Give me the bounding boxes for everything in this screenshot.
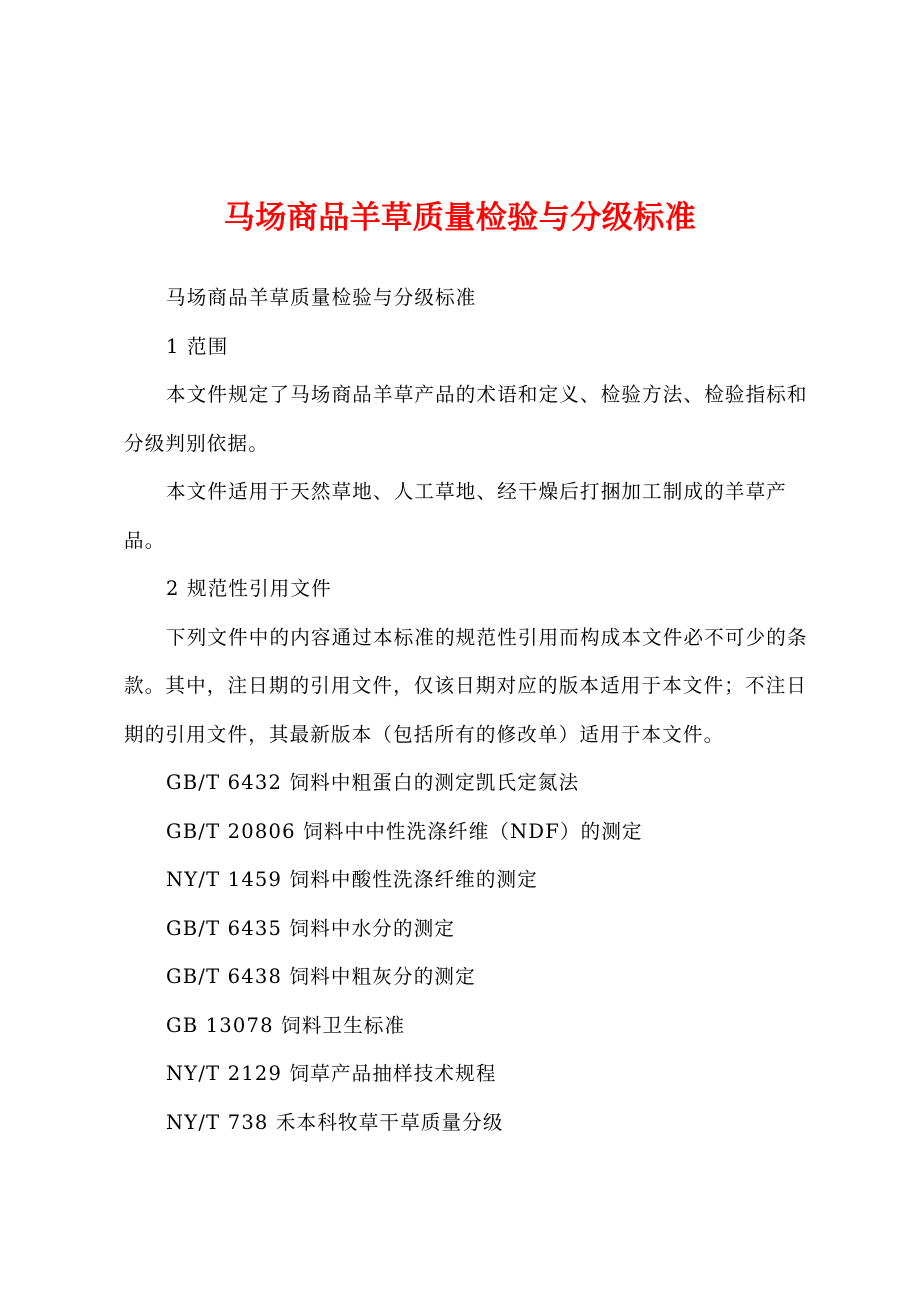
document-title: 马场商品羊草质量检验与分级标准: [223, 200, 697, 236]
reference-item: GB/T 6432 饲料中粗蛋白的测定凯氏定氮法: [166, 771, 580, 794]
section-1-paragraph: 本文件适用于天然草地、人工草地、经干燥后打捆加工制成的羊草产品。: [124, 480, 788, 552]
reference-list: [124, 759, 814, 1147]
section-2-heading: 2 规范性引用文件: [166, 577, 332, 600]
document-subtitle: 马场商品羊草质量检验与分级标准: [166, 286, 477, 309]
reference-item: GB/T 6435 饲料中水分的测定: [166, 916, 456, 940]
reference-item: NY/T 1459 饲料中酸性洗涤纤维的测定: [166, 868, 538, 891]
reference-item: NY/T 738 禾本科牧草干草质量分级: [166, 1110, 504, 1134]
section-1-paragraph: 本文件规定了马场商品羊草产品的术语和定义、检验方法、检验指标和分级判别依据。: [124, 383, 808, 455]
section-2-intro: 下列文件中的内容通过本标准的规范性引用而构成本文件必不可少的条款。其中，注日期的引用文件，仅该日期对应的版本适用于本文件；不注日期的引用文件，其最新版本（包括所有的修改单）适用于本文件。: [124, 625, 808, 746]
section-1-heading: 1 范围: [166, 334, 229, 358]
reference-item: NY/T 2129 饲草产品抽样技术规程: [166, 1062, 497, 1085]
reference-item: GB/T 6438 饲料中粗灰分的测定: [166, 965, 476, 988]
reference-item: GB 13078 饲料卫生标准: [166, 1013, 406, 1037]
reference-item: GB/T 20806 饲料中中性洗涤纤维（NDF）的测定: [166, 819, 643, 843]
document-body: [124, 274, 814, 1147]
